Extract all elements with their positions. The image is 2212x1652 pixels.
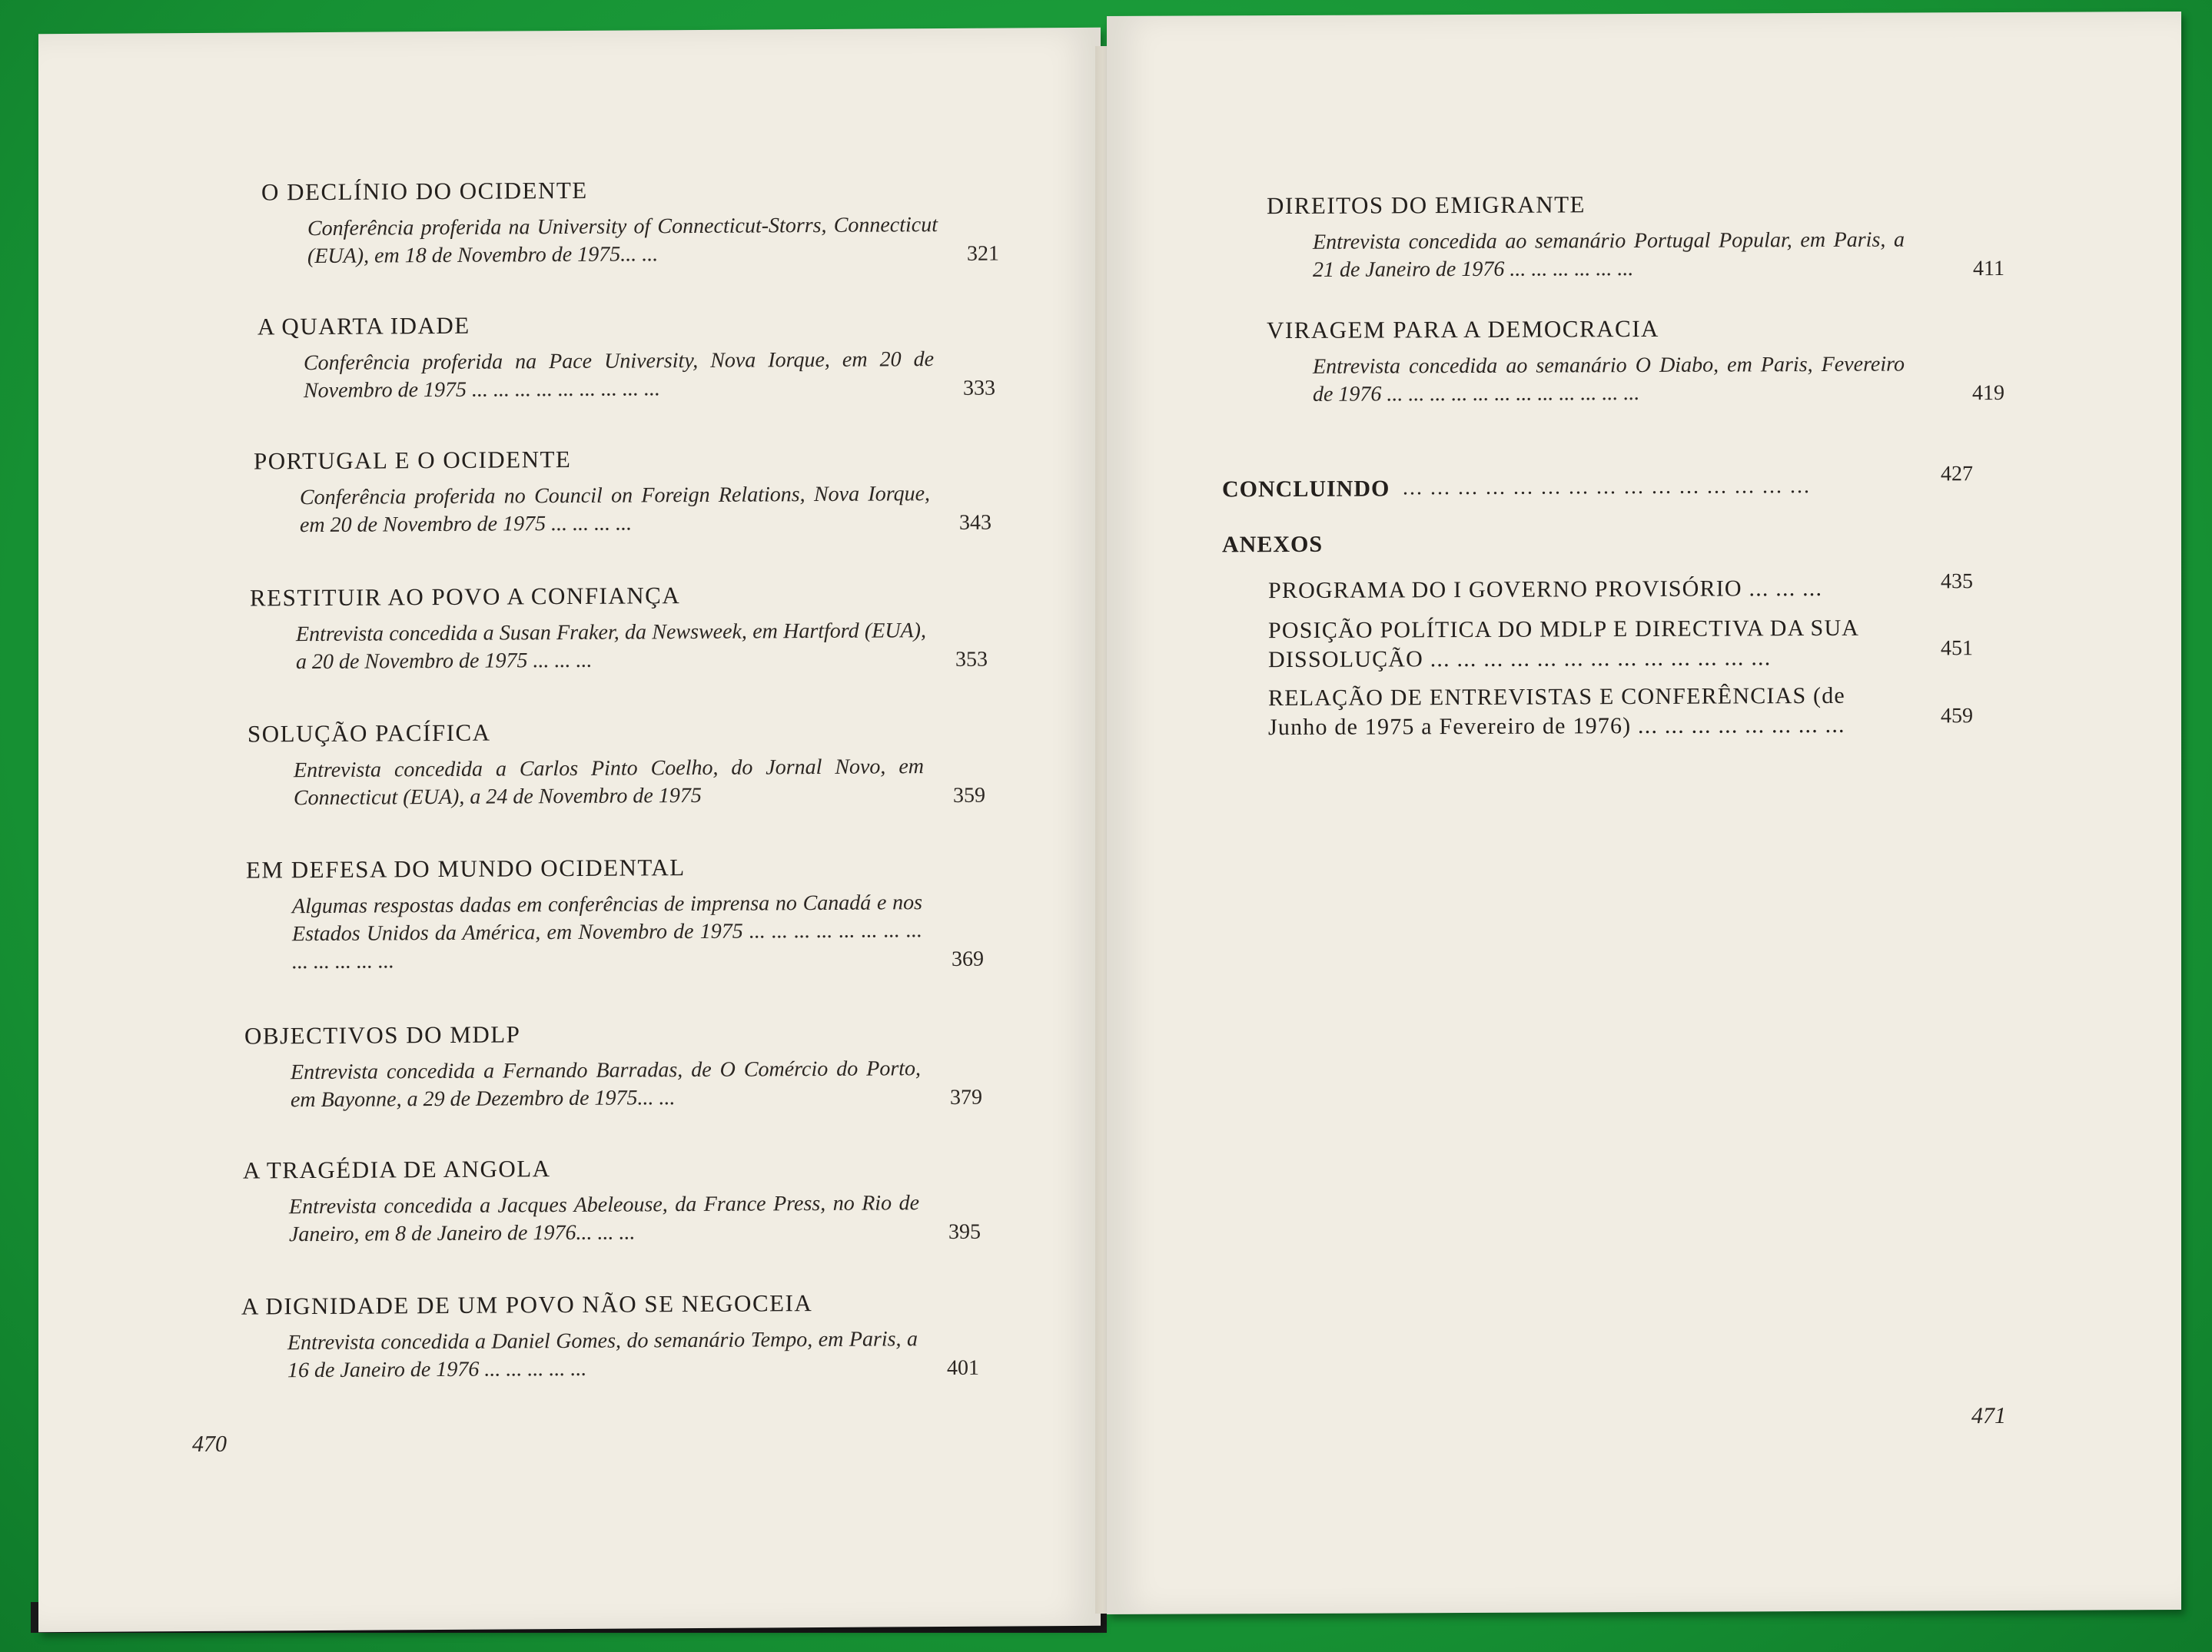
entry-title: PORTUGAL E O OCIDENTE bbox=[254, 445, 572, 475]
entry-page-number: 369 bbox=[952, 947, 984, 971]
entry-description: Conferência proferida na Pace University, Nova Iorque, em 20 de Novembro de 1975 ... ... ... ... ... ... ... ... ... bbox=[304, 347, 934, 403]
entry-description: Entrevista concedida ao semanário Portugal Popular, em Paris, a 21 de Janeiro de 1976 ... ... ... ... ... ... bbox=[1313, 227, 1905, 282]
toc-entry bbox=[246, 852, 984, 977]
entry-description: Entrevista concedida a Jacques Abeleouse, da France Press, no Rio de Janeiro, em 8 de Janeiro de 1976... ... ... bbox=[289, 1191, 919, 1247]
annex-item: POSIÇÃO POLÍTICA DO MDLP E DIRECTIVA DA SUA DISSOLUÇÃO ... ... ... ... ... ... ... ... ... ... ... ... ... bbox=[1268, 615, 1858, 673]
toc-entry bbox=[244, 1018, 982, 1115]
annex-page-number: 451 bbox=[1941, 636, 1973, 661]
entry-title: A DIGNIDADE DE UM POVO NÃO SE NEGOCEIA bbox=[241, 1289, 813, 1320]
entry-title: A TRAGÉDIA DE ANGOLA bbox=[243, 1155, 551, 1184]
entry-description: Entrevista concedida ao semanário O Diabo, em Paris, Fevereiro de 1976 ... ... ... ... ... ... ... ... ... ... ... ... bbox=[1313, 352, 1905, 406]
entry-description: Algumas respostas dadas em conferências de imprensa no Canadá e nos Estados Unidos da América, em Novembro de 1975 ... ... ... ... ... ... ... ... ... ... ... ... ... bbox=[292, 891, 922, 974]
entry-page-number: 419 bbox=[1972, 380, 2004, 406]
toc-entry bbox=[1267, 313, 2004, 409]
annex-page-number: 435 bbox=[1941, 569, 1973, 594]
left-page bbox=[38, 28, 1101, 1632]
entry-description: Entrevista concedida a Susan Fraker, da Newsweek, em Hartford (EUA), a 20 de Novembro de 1975 ... ... ... bbox=[296, 619, 926, 675]
left-page-folio: 470 bbox=[192, 1431, 227, 1457]
entry-description: Conferência proferida no Council on Foreign Relations, Nova Iorque, em 20 de Novembro de 1975 ... ... ... ... bbox=[300, 482, 930, 538]
entry-description: Conferência proferida na University of Connecticut-Storrs, Connecticut (EUA), em 18 de Novembro de 1975... ... bbox=[307, 213, 938, 269]
entry-title: DIREITOS DO EMIGRANTE bbox=[1267, 191, 1586, 220]
entry-description: Entrevista concedida a Fernando Barradas, de O Comércio do Porto, em Bayonne, a 29 de Dezembro de 1975... ... bbox=[291, 1057, 921, 1113]
toc-entry bbox=[247, 716, 985, 813]
concluindo-heading: CONCLUINDO bbox=[1222, 476, 1390, 503]
entry-page-number: 379 bbox=[950, 1085, 982, 1110]
annex-item: RELAÇÃO DE ENTREVISTAS E CONFERÊNCIAS (de Junho de 1975 a Fevereiro de 1976) ... ... ... ... ... ... ... ... bbox=[1268, 682, 1845, 741]
toc-entry bbox=[243, 1153, 981, 1249]
annex-page-number: 459 bbox=[1941, 704, 1973, 728]
concluindo-page-number: 427 bbox=[1941, 462, 1973, 486]
entry-page-number: 359 bbox=[953, 783, 985, 808]
concluindo-leader-dots: ... ... ... ... ... ... ... ... ... ... ... ... ... ... ... bbox=[1403, 474, 1811, 500]
entry-page-number: 333 bbox=[963, 376, 995, 400]
right-page bbox=[1107, 12, 2181, 1614]
entry-title: EM DEFESA DO MUNDO OCIDENTAL bbox=[246, 854, 686, 884]
toc-entry bbox=[241, 1289, 979, 1385]
entry-title: OBJECTIVOS DO MDLP bbox=[244, 1020, 521, 1050]
entry-page-number: 395 bbox=[948, 1219, 981, 1244]
entry-page-number: 411 bbox=[1973, 256, 2004, 281]
toc-entry bbox=[250, 580, 988, 677]
entry-title: RESTITUIR AO POVO A CONFIANÇA bbox=[250, 582, 681, 612]
entry-description: Entrevista concedida a Daniel Gomes, do semanário Tempo, em Paris, a 16 de Janeiro de 1976 ... ... ... ... ... bbox=[287, 1327, 918, 1383]
entry-page-number: 353 bbox=[955, 647, 988, 672]
entry-description: Entrevista concedida a Carlos Pinto Coelho, do Jornal Novo, em Connecticut (EUA), a 24 de Novembro de 1975 bbox=[294, 755, 924, 811]
toc-entry bbox=[254, 443, 991, 540]
entry-page-number: 401 bbox=[947, 1355, 979, 1381]
annex-item: PROGRAMA DO I GOVERNO PROVISÓRIO ... ... ... bbox=[1268, 575, 1823, 604]
entry-page-number: 343 bbox=[959, 510, 991, 535]
toc-entry bbox=[1267, 189, 2004, 284]
entry-page-number: 321 bbox=[967, 241, 999, 266]
right-page-folio: 471 bbox=[1971, 1402, 2006, 1429]
entry-title: SOLUÇÃO PACÍFICA bbox=[247, 718, 491, 748]
toc-entry bbox=[261, 174, 999, 271]
toc-entry bbox=[257, 309, 995, 406]
entry-title: A QUARTA IDADE bbox=[257, 311, 470, 340]
entry-title: VIRAGEM PARA A DEMOCRACIA bbox=[1267, 314, 1659, 344]
entry-title: O DECLÍNIO DO OCIDENTE bbox=[261, 176, 588, 206]
anexos-heading: ANEXOS bbox=[1222, 531, 1324, 558]
